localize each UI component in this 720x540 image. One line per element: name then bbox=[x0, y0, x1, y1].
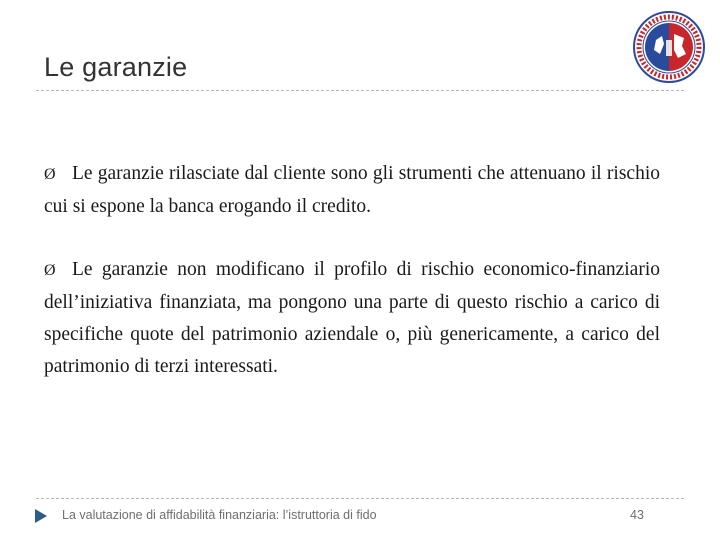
slide-title: Le garanzie bbox=[44, 52, 188, 82]
paragraph-2-text: Le garanzie non modificano il profilo di rischio economico-finanziario dell’iniziativa finanziata, ma pongono una parte di questo rischio a carico di specifiche quote del patrimonio aziendale o, più genericamente, a carico del patrimonio di terzi interessati. bbox=[44, 259, 660, 377]
play-arrow-icon bbox=[34, 508, 48, 524]
paragraph-2 bbox=[44, 254, 660, 383]
footer-text: La valutazione di affidabilità finanziaria: l’istruttoria di fido bbox=[62, 508, 377, 522]
arrow-bullet-icon: Ø bbox=[44, 166, 56, 183]
paragraph-1 bbox=[44, 158, 660, 223]
footer-divider bbox=[36, 498, 684, 499]
paragraph-1-text: Le garanzie rilasciate dal cliente sono gli strumenti che attenuano il rischio cui si espone la banca erogando il credito. bbox=[44, 163, 660, 217]
header-divider bbox=[36, 90, 684, 91]
page-number: 43 bbox=[630, 508, 644, 522]
university-seal-icon bbox=[632, 10, 706, 84]
arrow-bullet-icon: Ø bbox=[44, 262, 56, 279]
